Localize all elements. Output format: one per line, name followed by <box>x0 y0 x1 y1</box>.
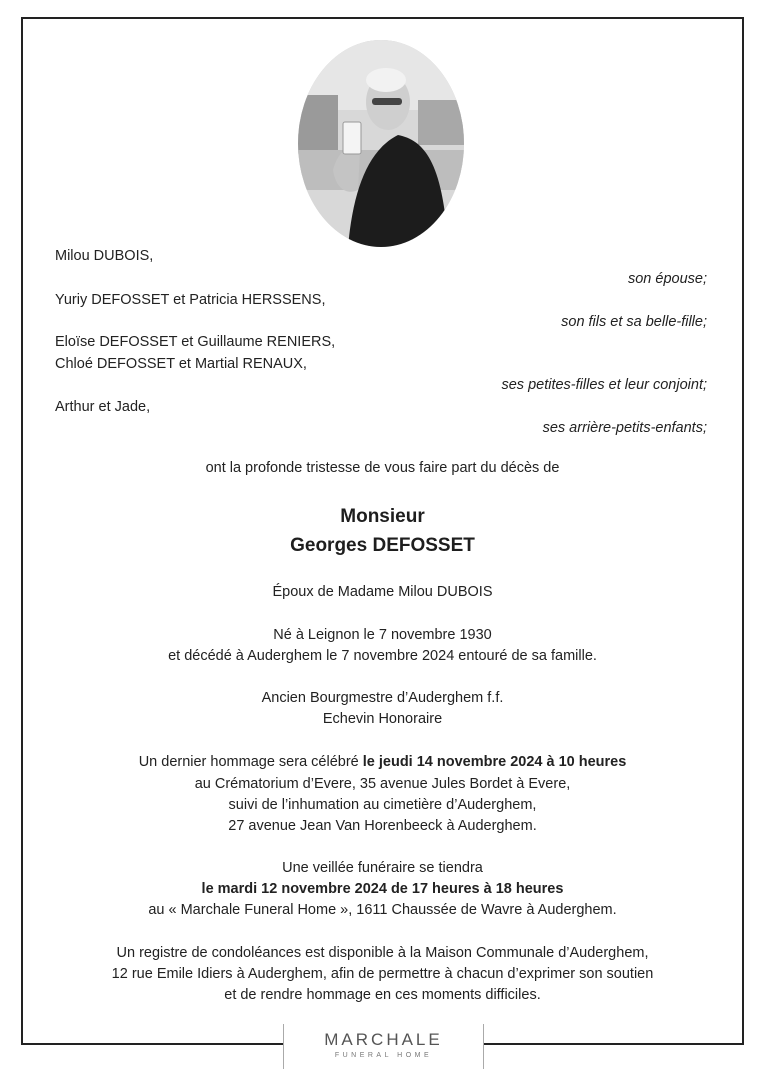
honorary-title: Ancien Bourgmestre d’Auderghem f.f. <box>261 690 504 706</box>
announcement-text: ont la profonde tristesse de vous faire part du décès de <box>205 460 560 476</box>
family-relation: ses petites-filles et leur conjoint; <box>501 377 707 393</box>
wake-date: le mardi 12 novembre 2024 de 17 heures à 18 heures <box>201 881 564 897</box>
death-line: et décédé à Auderghem le 7 novembre 2024 entouré de sa famille. <box>168 648 597 664</box>
ceremony-detail: suivi de l’inhumation au cimetière d’Auderghem, <box>228 797 537 813</box>
deceased-title: Monsieur <box>340 506 425 527</box>
honorary-title: Echevin Honoraire <box>322 711 443 727</box>
ceremony-intro: Un dernier hommage sera célébré <box>138 754 363 770</box>
spouse-line: Époux de Madame Milou DUBOIS <box>272 584 493 600</box>
condolences-line: et de rendre hommage en ces moments difficiles. <box>224 987 541 1003</box>
condolences-line: Un registre de condoléances est disponible à la Maison Communale d’Auderghem, <box>116 945 649 961</box>
condolences-line: 12 rue Emile Idiers à Auderghem, afin de permettre à chacun d’exprimer son soutien <box>111 966 654 982</box>
portrait-photo <box>298 40 464 247</box>
family-name-line: Chloé DEFOSSET et Martial RENAUX, <box>55 356 307 372</box>
wake-place: au « Marchale Funeral Home », 1611 Chaussée de Wavre à Auderghem. <box>148 902 617 918</box>
ceremony-intro-line <box>0 753 765 771</box>
frame-bottom-left-rule <box>21 1043 283 1045</box>
family-name-line: Milou DUBOIS, <box>55 248 154 264</box>
ceremony-date: le jeudi 14 novembre 2024 à 10 heures <box>362 754 627 770</box>
birth-line: Né à Leignon le 7 novembre 1930 <box>273 627 492 643</box>
deceased-name: Georges DEFOSSET <box>290 535 475 556</box>
family-relation: ses arrière-petits-enfants; <box>542 420 707 436</box>
logo-name: MARCHALE <box>324 1030 443 1049</box>
family-relation: son fils et sa belle-fille; <box>561 314 707 330</box>
family-relation: son épouse; <box>627 271 707 287</box>
family-name-line: Arthur et Jade, <box>55 399 151 415</box>
ceremony-detail: au Crématorium d’Evere, 35 avenue Jules Bordet à Evere, <box>194 776 571 792</box>
frame-bottom-right-rule <box>482 1043 744 1045</box>
ceremony-detail: 27 avenue Jean Van Horenbeeck à Auderghem. <box>228 818 537 834</box>
family-name-line: Eloïse DEFOSSET et Guillaume RENIERS, <box>55 334 336 350</box>
family-name-line: Yuriy DEFOSSET et Patricia HERSSENS, <box>55 292 326 308</box>
logo-subtitle: FUNERAL HOME <box>334 1052 433 1059</box>
funeral-home-logo <box>283 1024 484 1069</box>
wake-intro: Une veillée funéraire se tiendra <box>282 860 483 876</box>
